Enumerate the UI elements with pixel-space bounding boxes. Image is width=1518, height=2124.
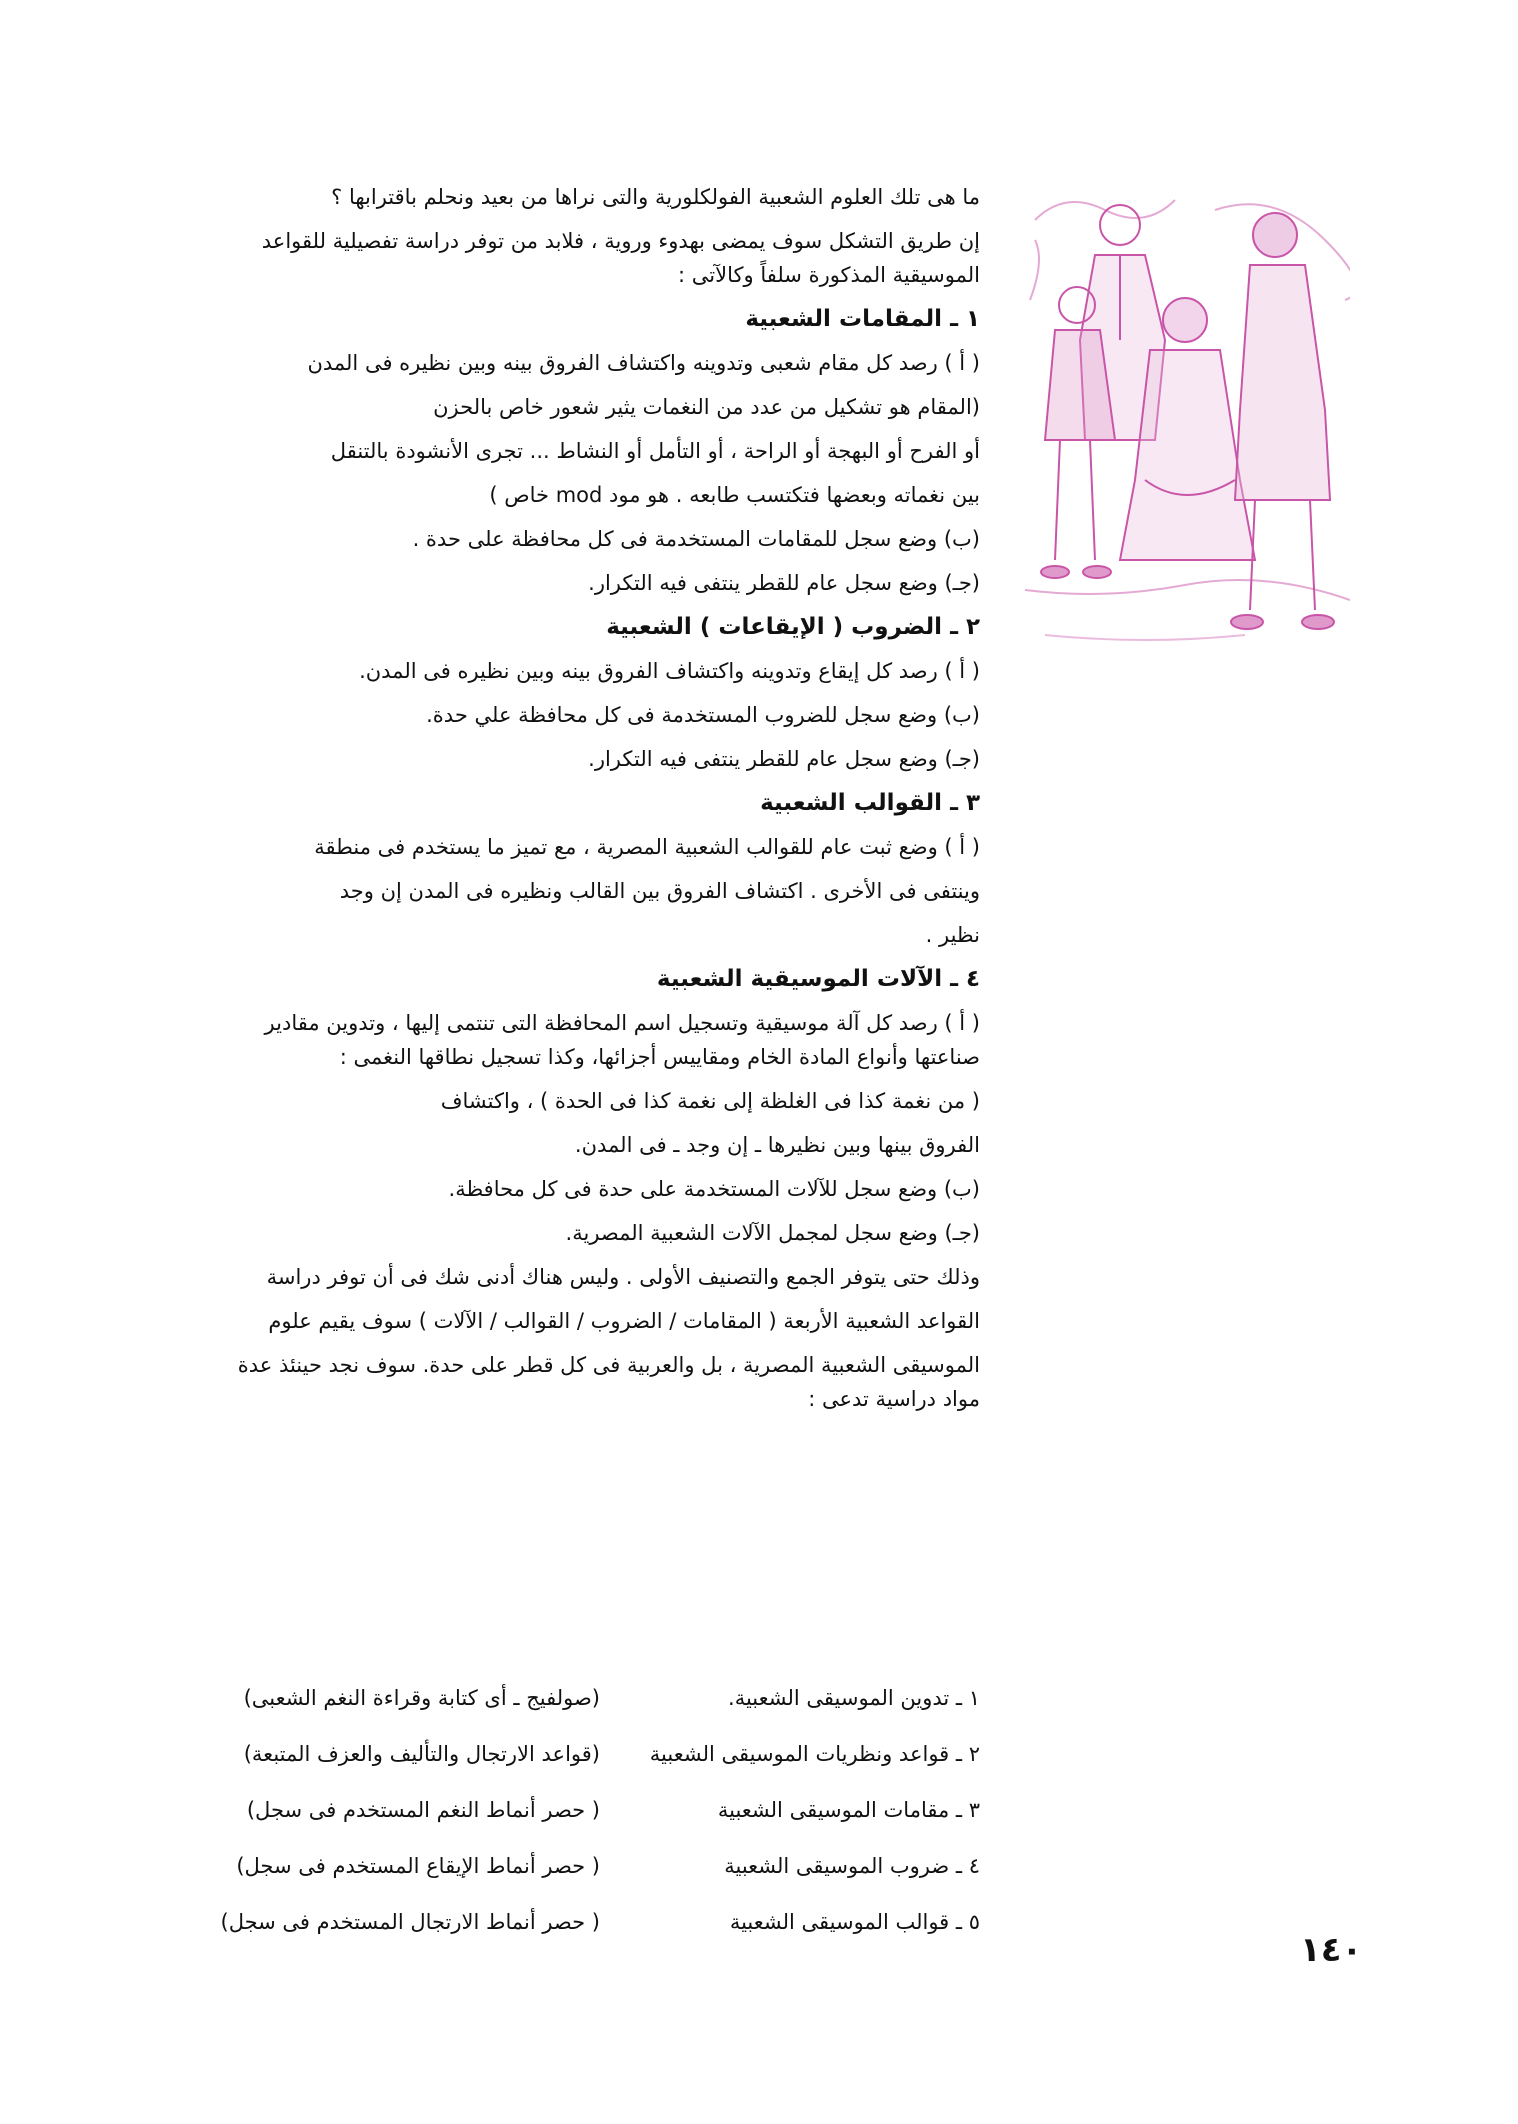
subject-detail: (قواعد الارتجال والتأليف والعزف المتبعة) xyxy=(243,1742,600,1766)
section-2-line: (ب) وضع سجل للضروب المستخدمة فى كل محافظة علي حدة. xyxy=(426,703,980,727)
list-item xyxy=(110,1742,980,1798)
intro-line-1: ما هى تلك العلوم الشعبية الفولكلورية والتى نراها من بعيد ونحلم باقترابها ؟ xyxy=(331,185,980,209)
section-4-line: (ب) وضع سجل للآلات المستخدمة على حدة فى كل محافظة. xyxy=(448,1177,980,1201)
list-item xyxy=(110,1798,980,1854)
section-1-heading: ١ ـ المقامات الشعبية xyxy=(745,306,980,332)
subject-topic: ٤ ـ ضروب الموسيقى الشعبية xyxy=(724,1854,980,1878)
section-4-line: صناعتها وأنواع المادة الخام ومقاييس أجزائها، وكذا تسجيل نطاقها النغمى : xyxy=(339,1045,980,1069)
conclusion-line: الموسيقى الشعبية المصرية ، بل والعربية فى كل قطر على حدة. سوف نجد حينئذ عدة xyxy=(237,1353,980,1377)
subject-topic: ٣ ـ مقامات الموسيقى الشعبية xyxy=(717,1798,980,1822)
subject-topic: ١ ـ تدوين الموسيقى الشعبية. xyxy=(728,1686,980,1710)
conclusion-line: وذلك حتى يتوفر الجمع والتصنيف الأولى . وليس هناك أدنى شك فى أن توفر دراسة xyxy=(266,1265,980,1289)
section-3-heading: ٣ ـ القوالب الشعبية xyxy=(760,790,980,816)
intro-line-3: الموسيقية المذكورة سلفاً وكالآتى : xyxy=(678,263,980,287)
family-illustration xyxy=(1025,180,1350,652)
intro-line-2: إن طريق التشكل سوف يمضى بهدوء وروية ، فلابد من توفر دراسة تفصيلية للقواعد xyxy=(261,229,980,253)
subjects-list xyxy=(110,1686,980,1966)
list-item xyxy=(110,1686,980,1742)
conclusion-line: مواد دراسية تدعى : xyxy=(808,1387,980,1411)
section-1-line: (ب) وضع سجل للمقامات المستخدمة فى كل محافظة على حدة . xyxy=(412,527,980,551)
subject-topic: ٥ ـ قوالب الموسيقى الشعبية xyxy=(729,1910,980,1934)
section-2-line: ( أ ) رصد كل إيقاع وتدوينه واكتشاف الفروق بينه وبين نظيره فى المدن. xyxy=(359,659,980,683)
section-1-line: أو الفرح أو البهجة أو الراحة ، أو التأمل أو النشاط ... تجرى الأنشودة بالتنقل xyxy=(330,439,980,463)
list-item xyxy=(110,1910,980,1966)
subject-detail: ( حصر أنماط النغم المستخدم فى سجل) xyxy=(246,1798,600,1822)
subject-detail: (صولفيج ـ أى كتابة وقراءة النغم الشعبى) xyxy=(243,1686,600,1710)
section-4-line: ( أ ) رصد كل آلة موسيقية وتسجيل اسم المحافظة التى تنتمى إليها ، وتدوين مقادير xyxy=(264,1011,980,1035)
section-4-heading: ٤ ـ الآلات الموسيقية الشعبية xyxy=(656,966,980,992)
list-item xyxy=(110,1854,980,1910)
section-1-line: (جـ) وضع سجل عام للقطر ينتفى فيه التكرار. xyxy=(588,571,980,595)
section-3-line: وينتفى فى الأخرى . اكتشاف الفروق بين القالب ونظيره فى المدن إن وجد xyxy=(339,879,980,903)
subject-topic: ٢ ـ قواعد ونظريات الموسيقى الشعبية xyxy=(649,1742,980,1766)
section-4-line: ( من نغمة كذا فى الغلظة إلى نغمة كذا فى الحدة ) ، واكتشاف xyxy=(440,1089,980,1113)
main-text xyxy=(110,180,980,1416)
section-1-line: (المقام هو تشكيل من عدد من النغمات يثير شعور خاص بالحزن xyxy=(433,395,980,419)
section-2-heading: ٢ ـ الضروب ( الإيقاعات ) الشعبية xyxy=(606,614,980,640)
section-3-line: ( أ ) وضع ثبت عام للقوالب الشعبية المصرية ، مع تميز ما يستخدم فى منطقة xyxy=(314,835,980,859)
subject-detail: ( حصر أنماط الارتجال المستخدم فى سجل) xyxy=(220,1910,600,1934)
conclusion-line: القواعد الشعبية الأربعة ( المقامات / الضروب / القوالب / الآلات ) سوف يقيم علوم xyxy=(268,1309,980,1333)
section-2-line: (جـ) وضع سجل عام للقطر ينتفى فيه التكرار. xyxy=(588,747,980,771)
page-number: ١٤٠ xyxy=(1300,1930,1363,1970)
section-1-line: بين نغماته وبعضها فتكتسب طابعه . هو مود mod خاص ) xyxy=(489,483,980,507)
section-3-line: نظير . xyxy=(925,923,980,947)
section-4-line: الفروق بينها وبين نظيرها ـ إن وجد ـ فى المدن. xyxy=(574,1133,980,1157)
section-4-line: (جـ) وضع سجل لمجمل الآلات الشعبية المصرية. xyxy=(565,1221,980,1245)
subject-detail: ( حصر أنماط الإيقاع المستخدم فى سجل) xyxy=(236,1854,600,1878)
section-1-line: ( أ ) رصد كل مقام شعبى وتدوينه واكتشاف الفروق بينه وبين نظيره فى المدن xyxy=(307,351,980,375)
